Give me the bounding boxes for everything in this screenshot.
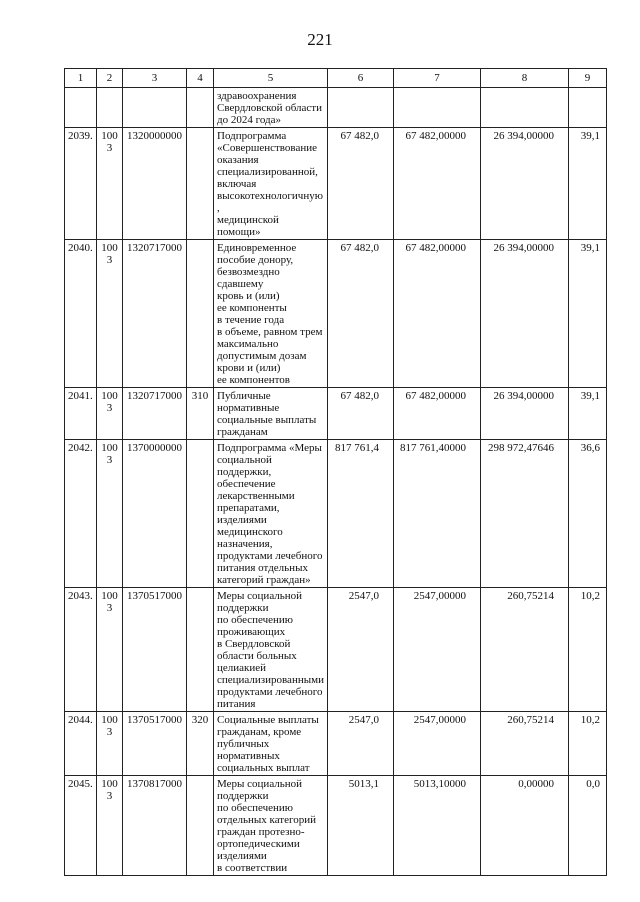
row-number: 2043. [65, 588, 97, 712]
expense-type-code [187, 588, 214, 712]
table-row [65, 128, 607, 240]
amount-col7: 67 482,00000 [394, 128, 481, 240]
percent-col9: 10,2 [569, 588, 607, 712]
percent-col9: 36,6 [569, 440, 607, 588]
row-number: 2039. [65, 128, 97, 240]
section-code: 1003 [97, 440, 123, 588]
column-header: 8 [481, 69, 569, 88]
target-article-code [123, 88, 187, 128]
item-name: Подпрограмма «Меры социальной поддержки, обеспечение лекарственными препаратами, изделиями медицинского назначения, продуктами лечебного питания отдельных категорий граждан» [214, 440, 328, 588]
table-row [65, 712, 607, 776]
target-article-code: 1320717000 [123, 388, 187, 440]
expense-type-code [187, 440, 214, 588]
column-header: 4 [187, 69, 214, 88]
item-name: Единовременное пособие донору, безвозмездно сдавшему кровь и (или) ее компоненты в течение года в объеме, равном трем максимально допустимым дозам крови и (или) ее компонентов [214, 240, 328, 388]
percent-col9: 10,2 [569, 712, 607, 776]
row-number: 2040. [65, 240, 97, 388]
section-code: 1003 [97, 776, 123, 876]
amount-col7: 5013,10000 [394, 776, 481, 876]
table-row [65, 240, 607, 388]
amount-col6: 817 761,4 [328, 440, 394, 588]
amount-col8: 260,75214 [481, 588, 569, 712]
amount-col7: 2547,00000 [394, 712, 481, 776]
section-code: 1003 [97, 128, 123, 240]
amount-col8 [481, 88, 569, 128]
column-header: 5 [214, 69, 328, 88]
table-row [65, 588, 607, 712]
amount-col8: 26 394,00000 [481, 240, 569, 388]
amount-col8: 260,75214 [481, 712, 569, 776]
column-header: 3 [123, 69, 187, 88]
amount-col6: 67 482,0 [328, 240, 394, 388]
section-code: 1003 [97, 388, 123, 440]
column-header: 2 [97, 69, 123, 88]
item-name: Меры социальной поддержки по обеспечению проживающих в Свердловской области больных целиакией специализированными продуктами лечебного питания [214, 588, 328, 712]
amount-col7: 67 482,00000 [394, 388, 481, 440]
amount-col7: 817 761,40000 [394, 440, 481, 588]
target-article-code: 1320000000 [123, 128, 187, 240]
percent-col9: 39,1 [569, 128, 607, 240]
budget-table [64, 68, 607, 876]
expense-type-code [187, 88, 214, 128]
item-name: Социальные выплаты гражданам, кроме публичных нормативных социальных выплат [214, 712, 328, 776]
target-article-code: 1370517000 [123, 588, 187, 712]
section-code [97, 88, 123, 128]
table-row [65, 388, 607, 440]
row-number: 2042. [65, 440, 97, 588]
percent-col9: 39,1 [569, 388, 607, 440]
column-header: 9 [569, 69, 607, 88]
amount-col6 [328, 88, 394, 128]
item-name: Меры социальной поддержки по обеспечению отдельных категорий граждан протезно- ортопедическими изделиями в соответствии [214, 776, 328, 876]
item-name: Публичные нормативные социальные выплаты гражданам [214, 388, 328, 440]
table-row [65, 776, 607, 876]
section-code: 1003 [97, 240, 123, 388]
page-number: 221 [307, 30, 333, 49]
section-code: 1003 [97, 588, 123, 712]
amount-col6: 67 482,0 [328, 388, 394, 440]
expense-type-code [187, 776, 214, 876]
percent-col9 [569, 88, 607, 128]
amount-col7 [394, 88, 481, 128]
percent-col9: 0,0 [569, 776, 607, 876]
expense-type-code: 310 [187, 388, 214, 440]
amount-col8: 298 972,47646 [481, 440, 569, 588]
header-row [65, 69, 607, 88]
expense-type-code: 320 [187, 712, 214, 776]
section-code: 1003 [97, 712, 123, 776]
expense-type-code [187, 128, 214, 240]
item-name: здравоохранения Свердловской области до 2024 года» [214, 88, 328, 128]
percent-col9: 39,1 [569, 240, 607, 388]
target-article-code: 1370817000 [123, 776, 187, 876]
expense-type-code [187, 240, 214, 388]
table-row [65, 88, 607, 128]
column-header: 6 [328, 69, 394, 88]
item-name: Подпрограмма «Совершенствование оказания специализированной, включая высокотехнологичную, медицинской помощи» [214, 128, 328, 240]
row-number: 2044. [65, 712, 97, 776]
column-header: 7 [394, 69, 481, 88]
amount-col6: 5013,1 [328, 776, 394, 876]
amount-col6: 2547,0 [328, 588, 394, 712]
amount-col8: 26 394,00000 [481, 388, 569, 440]
table-row [65, 440, 607, 588]
amount-col7: 2547,00000 [394, 588, 481, 712]
target-article-code: 1370000000 [123, 440, 187, 588]
amount-col6: 2547,0 [328, 712, 394, 776]
amount-col8: 0,00000 [481, 776, 569, 876]
row-number: 2041. [65, 388, 97, 440]
amount-col8: 26 394,00000 [481, 128, 569, 240]
column-header: 1 [65, 69, 97, 88]
row-number [65, 88, 97, 128]
amount-col7: 67 482,00000 [394, 240, 481, 388]
target-article-code: 1370517000 [123, 712, 187, 776]
amount-col6: 67 482,0 [328, 128, 394, 240]
row-number: 2045. [65, 776, 97, 876]
target-article-code: 1320717000 [123, 240, 187, 388]
